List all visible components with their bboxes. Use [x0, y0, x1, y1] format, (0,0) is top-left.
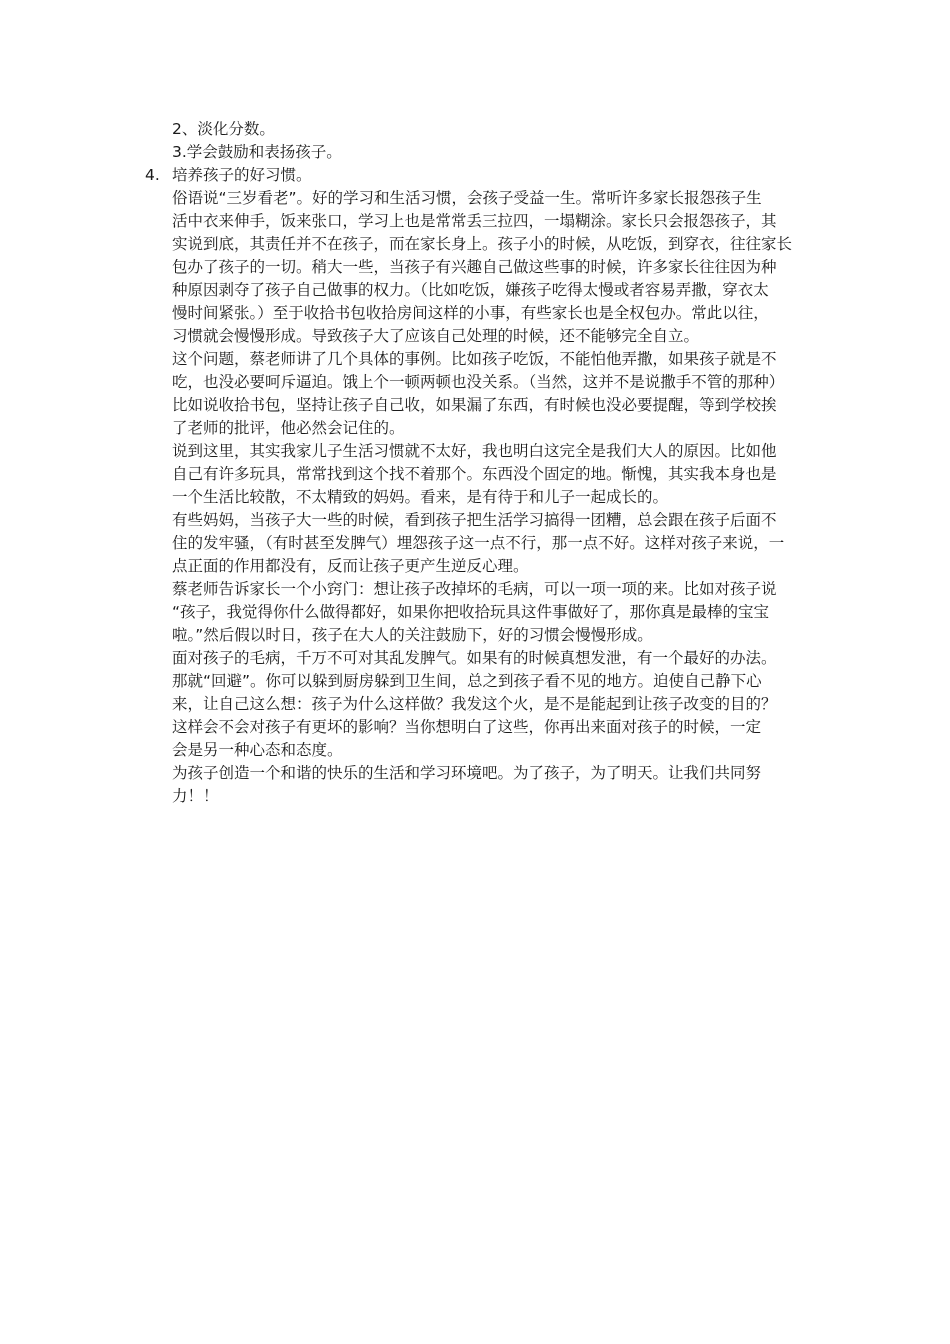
text-line: 会是另一种心态和态度。	[172, 741, 343, 759]
text-line: 实说到底，其责任并不在孩子，而在家长身上。孩子小的时候，从吃饭，到穿衣，往往家长	[172, 235, 793, 253]
text-line: 力！！	[172, 787, 219, 805]
paragraph-teacher-examples	[172, 348, 812, 440]
text-line: 包办了孩子的一切。稍大一些，当孩子有兴趣自己做这些事的时候，许多家长往往因为种	[172, 258, 777, 276]
text-line: 为孩子创造一个和谐的快乐的生活和学习环境吧。为了孩子，为了明天。让我们共同努	[172, 764, 762, 782]
paragraph-avoid-anger	[172, 647, 812, 762]
sub-item-2: 2、淡化分数。	[172, 120, 275, 138]
text-line: 说到这里，其实我家儿子生活习惯就不太好，我也明白这完全是我们大人的原因。比如他	[172, 442, 777, 460]
text-line: 习惯就会慢慢形成。导致孩子大了应该自己处理的时候，还不能够完全自立。	[172, 327, 700, 345]
text-line: 这样会不会对孩子有更坏的影响？当你想明白了这些，你再出来面对孩子的时候，一定	[172, 718, 762, 736]
text-line: 俗语说“三岁看老”。好的学习和生活习惯，会孩子受益一生。常听许多家长报怨孩子生	[172, 189, 762, 207]
text-line: 蔡老师告诉家长一个小窍门：想让孩子改掉坏的毛病，可以一项一项的来。比如对孩子说	[172, 580, 777, 598]
text-line: 了老师的批评，他必然会记住的。	[172, 419, 405, 437]
list-number: 4.	[145, 166, 160, 184]
text-line: 慢时间紧张。）至于收拾书包收拾房间这样的小事，有些家长也是全权包办。常此以往，	[172, 304, 769, 322]
text-line: “孩子，我觉得你什么做得都好，如果你把收拾玩具这件事做好了，那你真是最棒的宝宝	[172, 603, 770, 621]
text-line: 面对孩子的毛病，千万不可对其乱发脾气。如果有的时候真想发泄，有一个最好的办法。	[172, 649, 777, 667]
paragraph-own-son	[172, 440, 812, 509]
paragraph-closing	[172, 762, 812, 808]
text-line: 啦。”然后假以时日，孩子在大人的关注鼓励下，好的习惯会慢慢形成。	[172, 626, 653, 644]
paragraph-some-mothers	[172, 509, 812, 578]
sub-item-3: 3.学会鼓励和表扬孩子。	[172, 143, 342, 161]
section-4-heading-row	[145, 164, 812, 187]
text-line: 那就“回避”。你可以躲到厨房躲到卫生间，总之到孩子看不见的地方。迫使自己静下心	[172, 672, 762, 690]
paragraph-habits-intro	[172, 187, 812, 348]
text-line: 住的发牢骚，（有时甚至发脾气）埋怨孩子这一点不行，那一点不好。这样对孩子来说，一	[172, 534, 785, 552]
text-line: 有些妈妈，当孩子大一些的时候，看到孩子把生活学习搞得一团糟，总会跟在孩子后面不	[172, 511, 777, 529]
text-line: 点正面的作用都没有，反而让孩子更产生逆反心理。	[172, 557, 529, 575]
document-body	[145, 118, 812, 808]
text-line: 这个问题，蔡老师讲了几个具体的事例。比如孩子吃饭，不能怕他弄撒，如果孩子就是不	[172, 350, 777, 368]
text-line: 种原因剥夺了孩子自己做事的权力。（比如吃饭，嫌孩子吃得太慢或者容易弄撒，穿衣太	[172, 281, 769, 299]
text-line: 活中衣来伸手，饭来张口，学习上也是常常丢三拉四，一塌糊涂。家长只会报怨孩子，其	[172, 212, 777, 230]
section-heading: 培养孩子的好习惯。	[172, 166, 312, 184]
paragraph-small-tip	[172, 578, 812, 647]
text-line: 吃，也没必要呵斥逼迫。饿上个一顿两顿也没关系。（当然，这并不是说撒手不管的那种）	[172, 373, 785, 391]
text-line: 一个生活比较散，不太精致的妈妈。看来，是有待于和儿子一起成长的。	[172, 488, 669, 506]
text-line: 来，让自己这么想：孩子为什么这样做？我发这个火，是不是能起到让孩子改变的目的？	[172, 695, 777, 713]
text-line: 比如说收拾书包，坚持让孩子自己收，如果漏了东西，有时候也没必要提醒，等到学校挨	[172, 396, 777, 414]
text-line: 自己有许多玩具，常常找到这个找不着那个。东西没个固定的地。惭愧，其实我本身也是	[172, 465, 777, 483]
